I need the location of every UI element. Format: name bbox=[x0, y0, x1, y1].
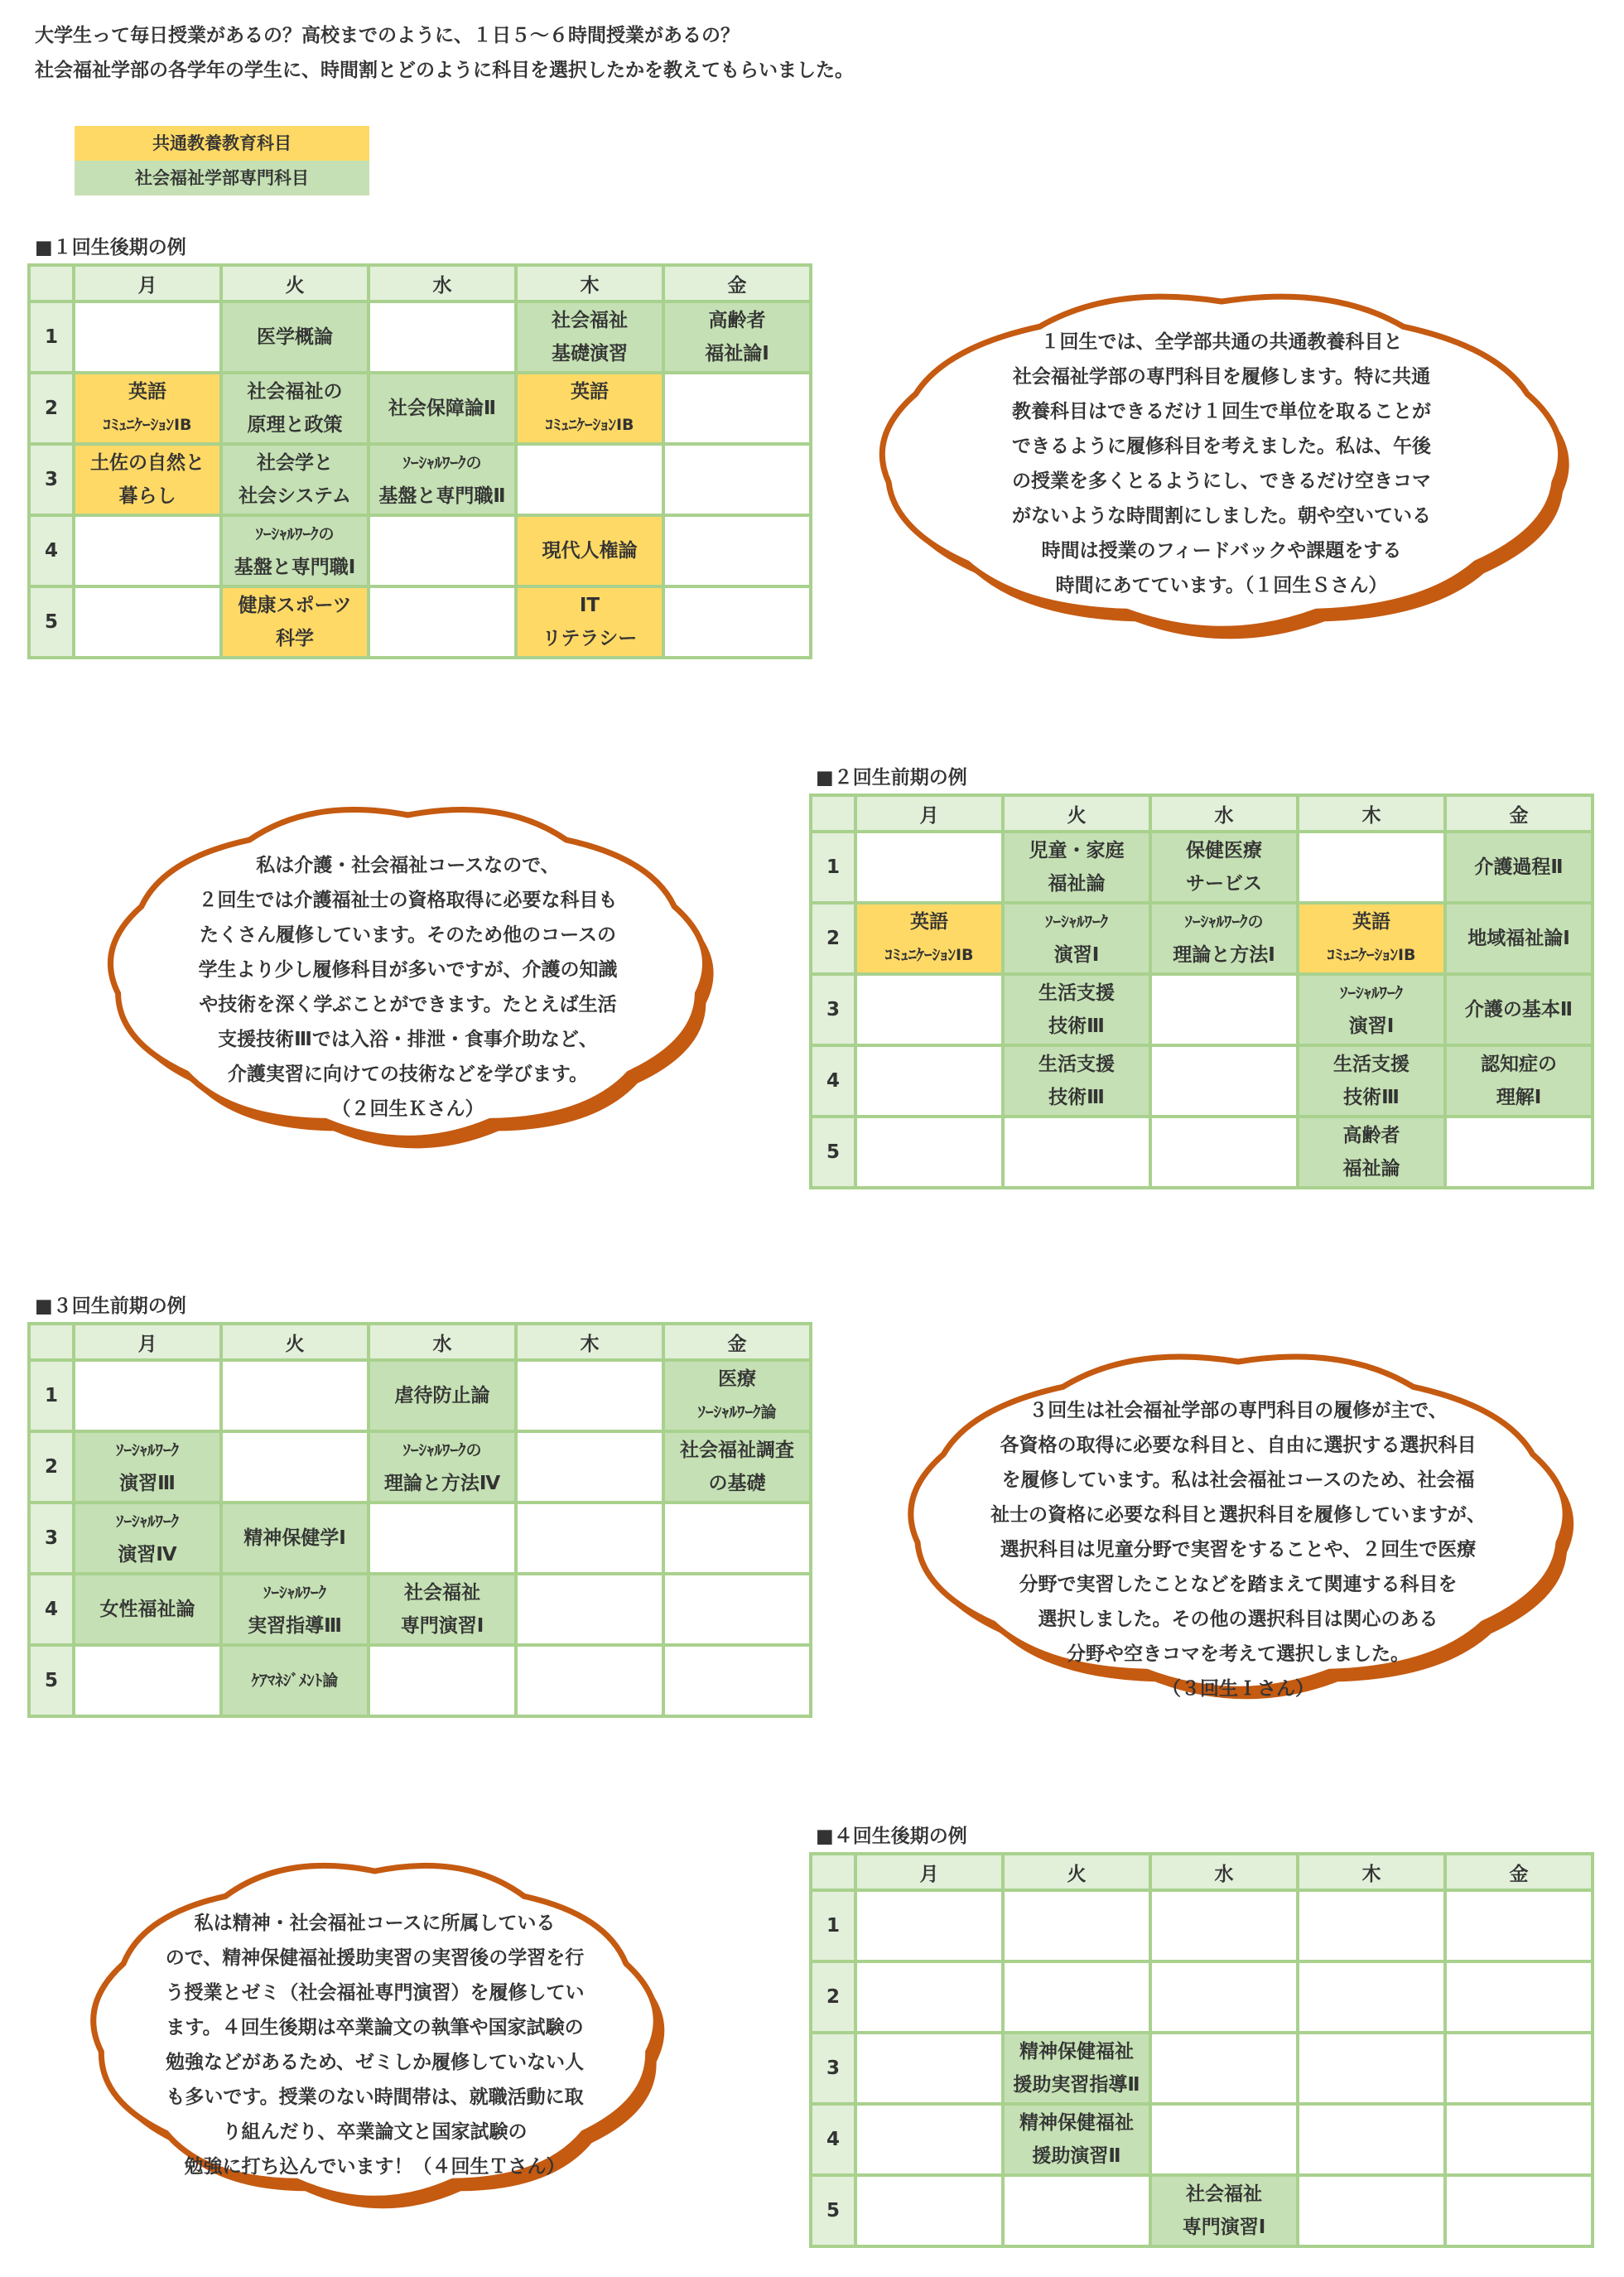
bubble-line: 時間は授業のフィードバックや課題をする bbox=[1041, 540, 1402, 562]
period-number: 3 bbox=[811, 974, 855, 1045]
empty-cell bbox=[663, 444, 811, 515]
course-cell bbox=[1003, 903, 1150, 974]
period-number: 5 bbox=[811, 2175, 855, 2246]
course-name: 理論と方法Ⅳ bbox=[383, 1473, 501, 1494]
course-name: ｹｱﾏﾈｼﾞﾒﾝﾄ論 bbox=[251, 1672, 339, 1690]
empty-cell bbox=[221, 1431, 369, 1503]
day-header: 月 bbox=[74, 265, 221, 302]
header-corner bbox=[811, 795, 855, 832]
period-row bbox=[29, 1645, 811, 1716]
course-name: 高齢者 bbox=[1342, 1125, 1400, 1146]
course-cell bbox=[516, 515, 663, 586]
empty-cell bbox=[855, 974, 1003, 1045]
course-name: 原理と政策 bbox=[247, 414, 343, 436]
day-header: 金 bbox=[663, 265, 811, 302]
empty-cell bbox=[663, 373, 811, 444]
empty-cell bbox=[663, 1574, 811, 1645]
course-cell bbox=[369, 1431, 516, 1503]
course-cell bbox=[221, 444, 369, 515]
course-name: ｿｰｼｬﾙﾜｰｸ bbox=[1044, 913, 1108, 931]
course-name: 社会福祉 bbox=[552, 310, 628, 331]
course-cell bbox=[74, 373, 221, 444]
period-row bbox=[29, 1574, 811, 1645]
course-name: 社会保障論Ⅱ bbox=[388, 398, 497, 419]
period-row bbox=[811, 974, 1593, 1045]
bubble-line: 祉士の資格に必要な科目と選択科目を履修していますが、 bbox=[990, 1504, 1486, 1526]
period-row bbox=[29, 373, 811, 444]
legend-common: 共通教養教育科目 bbox=[75, 126, 369, 161]
course-name: 精神保健福祉 bbox=[1019, 2112, 1134, 2134]
course-cell bbox=[221, 1645, 369, 1716]
bubble-text-year1 bbox=[948, 325, 1495, 603]
course-name: 地域福祉論Ⅰ bbox=[1467, 928, 1570, 949]
empty-cell bbox=[516, 1574, 663, 1645]
day-header: 月 bbox=[855, 795, 1003, 832]
empty-cell bbox=[663, 586, 811, 658]
header-corner bbox=[811, 1854, 855, 1890]
course-cell bbox=[74, 1503, 221, 1574]
empty-cell bbox=[516, 1503, 663, 1574]
course-name: 福祉論 bbox=[1342, 1158, 1400, 1180]
period-row bbox=[811, 832, 1593, 903]
course-cell bbox=[1003, 974, 1150, 1045]
period-row bbox=[29, 1431, 811, 1503]
period-row bbox=[29, 1503, 811, 1574]
course-name: 基盤と専門職Ⅱ bbox=[378, 485, 506, 507]
course-name: 専門演習Ⅰ bbox=[1182, 2217, 1266, 2238]
intro-line-1: 大学生って毎日授業があるの？高校までのように、１日５～６時間授業があるの？ bbox=[35, 25, 740, 46]
day-header: 火 bbox=[1003, 795, 1150, 832]
course-name: サービス bbox=[1186, 873, 1262, 895]
day-header: 木 bbox=[1298, 1854, 1445, 1890]
period-number: 2 bbox=[811, 903, 855, 974]
day-header: 木 bbox=[516, 265, 663, 302]
bubble-line: り組んだり、卒業論文と国家試験の bbox=[222, 2121, 528, 2143]
period-row bbox=[29, 1360, 811, 1431]
period-row bbox=[811, 2175, 1593, 2246]
course-name: 精神保健福祉 bbox=[1019, 2041, 1134, 2062]
empty-cell bbox=[516, 1645, 663, 1716]
bubble-line: や技術を深く学ぶことができます。たとえば生活 bbox=[199, 994, 617, 1015]
course-name: 暮らし bbox=[118, 485, 176, 507]
course-cell bbox=[1298, 1045, 1445, 1117]
caption-year2: ■２回生前期の例 bbox=[816, 767, 967, 789]
course-name: 土佐の自然と bbox=[90, 452, 205, 474]
period-number: 5 bbox=[811, 1117, 855, 1188]
period-row bbox=[29, 302, 811, 373]
day-header: 月 bbox=[74, 1324, 221, 1360]
empty-cell bbox=[74, 1645, 221, 1716]
empty-cell bbox=[1150, 2033, 1298, 2104]
bubble-line: ます。４回生後期は卒業論文の執筆や国家試験の bbox=[166, 2017, 584, 2038]
period-number: 5 bbox=[29, 586, 74, 658]
course-cell bbox=[221, 586, 369, 658]
day-header: 木 bbox=[1298, 795, 1445, 832]
course-cell bbox=[516, 586, 663, 658]
speech-bubble-year4 bbox=[70, 1843, 679, 2232]
period-row bbox=[29, 444, 811, 515]
course-name: 社会システム bbox=[239, 485, 351, 507]
course-name: 援助実習指導Ⅱ bbox=[1013, 2074, 1140, 2096]
course-name: 福祉論 bbox=[1048, 873, 1106, 895]
bubble-line: ３回生は社会福祉学部の専門科目の履修が主で、 bbox=[1029, 1400, 1448, 1421]
bubble-text-year4 bbox=[128, 1906, 621, 2184]
period-number: 2 bbox=[811, 1961, 855, 2033]
empty-cell bbox=[1150, 974, 1298, 1045]
bubble-line: ので、精神保健福祉援助実習の実習後の学習を行 bbox=[165, 1947, 585, 1969]
empty-cell bbox=[516, 1431, 663, 1503]
period-row bbox=[811, 1117, 1593, 1188]
period-number: 4 bbox=[29, 515, 74, 586]
period-number: 2 bbox=[29, 373, 74, 444]
empty-cell bbox=[369, 586, 516, 658]
empty-cell bbox=[74, 302, 221, 373]
empty-cell bbox=[1445, 2175, 1593, 2246]
course-name: 理論と方法Ⅰ bbox=[1173, 944, 1275, 966]
empty-cell bbox=[855, 832, 1003, 903]
course-cell bbox=[1150, 903, 1298, 974]
bubble-line: 社会福祉学部の専門科目を履修します。特に共通 bbox=[1012, 366, 1431, 388]
course-cell bbox=[1445, 903, 1593, 974]
empty-cell bbox=[1445, 1890, 1593, 1961]
course-name: 社会福祉調査 bbox=[680, 1440, 794, 1461]
empty-cell bbox=[1298, 2033, 1445, 2104]
course-cell bbox=[663, 1431, 811, 1503]
course-name: 社会福祉の bbox=[247, 381, 343, 403]
caption-year4: ■４回生後期の例 bbox=[816, 1826, 967, 1847]
empty-cell bbox=[369, 515, 516, 586]
empty-cell bbox=[1298, 2175, 1445, 2246]
course-cell bbox=[369, 373, 516, 444]
course-cell bbox=[74, 444, 221, 515]
course-name: 社会学と bbox=[257, 452, 333, 474]
course-cell bbox=[1298, 903, 1445, 974]
color-legend bbox=[75, 126, 369, 195]
empty-cell bbox=[1150, 2104, 1298, 2175]
bubble-line: も多いです。授業のない時間帯は、就職活動に取 bbox=[166, 2086, 584, 2108]
empty-cell bbox=[855, 2033, 1003, 2104]
period-number: 1 bbox=[29, 1360, 74, 1431]
bubble-line: （２回生Ｋさん） bbox=[331, 1098, 484, 1120]
bubble-line: 介護実習に向けての技術などを学びます。 bbox=[227, 1064, 589, 1085]
course-cell bbox=[74, 1431, 221, 1503]
empty-cell bbox=[1003, 1961, 1150, 2033]
empty-cell bbox=[221, 1360, 369, 1431]
timetable-year2 bbox=[809, 794, 1594, 1189]
course-cell bbox=[516, 302, 663, 373]
empty-cell bbox=[1003, 1890, 1150, 1961]
day-header: 木 bbox=[516, 1324, 663, 1360]
period-row bbox=[811, 2033, 1593, 2104]
period-number: 3 bbox=[811, 2033, 855, 2104]
course-name: ｿｰｼｬﾙﾜｰｸ bbox=[115, 1441, 179, 1459]
day-header: 火 bbox=[1003, 1854, 1150, 1890]
course-name: 生活支援 bbox=[1038, 1054, 1115, 1075]
course-name: 演習Ⅰ bbox=[1348, 1015, 1395, 1037]
course-cell bbox=[221, 515, 369, 586]
course-name: 基礎演習 bbox=[552, 343, 628, 364]
bubble-line: う授業とゼミ（社会福祉専門演習）を履修してい bbox=[165, 1982, 585, 2004]
header-corner bbox=[29, 265, 74, 302]
empty-cell bbox=[369, 302, 516, 373]
course-name: 生活支援 bbox=[1333, 1054, 1410, 1075]
course-name: 社会福祉 bbox=[1186, 2183, 1262, 2205]
empty-cell bbox=[855, 1045, 1003, 1117]
course-cell bbox=[663, 302, 811, 373]
course-cell bbox=[369, 444, 516, 515]
course-name: 保健医療 bbox=[1186, 840, 1262, 861]
period-number: 4 bbox=[811, 2104, 855, 2175]
legend-special: 社会福祉学部専門科目 bbox=[75, 161, 369, 195]
course-name: リテラシー bbox=[542, 628, 638, 649]
course-name: 健康スポーツ bbox=[238, 595, 352, 616]
empty-cell bbox=[516, 444, 663, 515]
course-cell bbox=[516, 373, 663, 444]
empty-cell bbox=[516, 1360, 663, 1431]
intro-line-2: 社会福祉学部の各学年の学生に、時間割とどのように科目を選択したかを教えてもらいました。 bbox=[35, 60, 854, 81]
empty-cell bbox=[74, 586, 221, 658]
bubble-line: １回生では、全学部共通の共通教養科目と bbox=[1040, 331, 1403, 353]
day-header: 金 bbox=[1445, 1854, 1593, 1890]
course-cell bbox=[1298, 1117, 1445, 1188]
course-name: ｿｰｼｬﾙﾜｰｸの bbox=[1184, 913, 1264, 931]
course-cell bbox=[369, 1574, 516, 1645]
course-name: 英語 bbox=[571, 381, 609, 403]
course-name: の基礎 bbox=[708, 1473, 766, 1494]
bubble-line: 私は介護・社会福祉コースなので、 bbox=[256, 855, 560, 876]
course-name: 英語 bbox=[128, 381, 166, 403]
course-name: 理解Ⅰ bbox=[1496, 1087, 1542, 1108]
course-name: ｿｰｼｬﾙﾜｰｸ論 bbox=[697, 1403, 777, 1421]
course-cell bbox=[1003, 2104, 1150, 2175]
course-name: 技術Ⅲ bbox=[1343, 1087, 1400, 1108]
course-name: ｿｰｼｬﾙﾜｰｸ bbox=[263, 1584, 326, 1602]
course-name: ｺﾐｭﾆｹｰｼｮﾝⅠB bbox=[884, 946, 974, 964]
period-row bbox=[29, 515, 811, 586]
timetable-year4 bbox=[809, 1852, 1594, 2248]
course-name: 高齢者 bbox=[708, 310, 766, 331]
period-number: 4 bbox=[811, 1045, 855, 1117]
empty-cell bbox=[1003, 2175, 1150, 2246]
bubble-line: 選択科目は児童分野で実習をすることや、２回生で医療 bbox=[1000, 1539, 1477, 1561]
period-row bbox=[811, 1961, 1593, 2033]
course-cell bbox=[1445, 1045, 1593, 1117]
course-name: ｺﾐｭﾆｹｰｼｮﾝⅠB bbox=[545, 416, 634, 434]
empty-cell bbox=[1445, 1961, 1593, 2033]
period-number: 1 bbox=[811, 1890, 855, 1961]
course-name: 基盤と専門職Ⅰ bbox=[234, 557, 356, 578]
course-cell bbox=[221, 373, 369, 444]
empty-cell bbox=[74, 1360, 221, 1431]
course-name: ｿｰｼｬﾙﾜｰｸ bbox=[1339, 984, 1403, 1002]
course-name: 技術Ⅲ bbox=[1048, 1087, 1105, 1108]
empty-cell bbox=[1150, 1117, 1298, 1188]
course-cell bbox=[1003, 832, 1150, 903]
course-name: ｺﾐｭﾆｹｰｼｮﾝⅠB bbox=[103, 416, 192, 434]
course-name: IT bbox=[579, 595, 600, 616]
course-name: 女性福祉論 bbox=[99, 1599, 195, 1620]
course-name: 生活支援 bbox=[1038, 982, 1115, 1004]
period-number: 3 bbox=[29, 1503, 74, 1574]
empty-cell bbox=[1445, 2033, 1593, 2104]
day-header: 水 bbox=[1150, 795, 1298, 832]
bubble-text-year3 bbox=[965, 1393, 1511, 1706]
course-name: 科学 bbox=[276, 628, 314, 649]
bubble-line: （３回生Ｉさん） bbox=[1162, 1678, 1314, 1700]
course-name: 介護過程Ⅱ bbox=[1474, 856, 1564, 878]
timetable-year1 bbox=[27, 263, 812, 659]
empty-cell bbox=[1445, 2104, 1593, 2175]
day-header: 火 bbox=[221, 265, 369, 302]
course-cell bbox=[74, 1574, 221, 1645]
period-number: 5 bbox=[29, 1645, 74, 1716]
day-header: 水 bbox=[1150, 1854, 1298, 1890]
bubble-text-year2 bbox=[145, 848, 671, 1126]
empty-cell bbox=[855, 1117, 1003, 1188]
empty-cell bbox=[1150, 1045, 1298, 1117]
header-corner bbox=[29, 1324, 74, 1360]
course-cell bbox=[221, 1503, 369, 1574]
empty-cell bbox=[663, 515, 811, 586]
course-name: 虐待防止論 bbox=[394, 1385, 490, 1406]
period-row bbox=[811, 2104, 1593, 2175]
day-header: 水 bbox=[369, 265, 516, 302]
empty-cell bbox=[1298, 1961, 1445, 2033]
period-number: 1 bbox=[811, 832, 855, 903]
course-name: 英語 bbox=[910, 911, 948, 933]
bubble-line: ２回生では介護福祉士の資格取得に必要な科目も bbox=[198, 890, 618, 911]
course-cell bbox=[1003, 2033, 1150, 2104]
course-name: 精神保健学Ⅰ bbox=[243, 1527, 346, 1549]
bubble-line: 学生より少し履修科目が多いですが、介護の知識 bbox=[198, 959, 618, 981]
bubble-line: 私は精神・社会福祉コースに所属している bbox=[194, 1913, 556, 1934]
course-cell bbox=[663, 1360, 811, 1431]
course-cell bbox=[221, 302, 369, 373]
empty-cell bbox=[1150, 1961, 1298, 2033]
bubble-line: たくさん履修しています。そのため他のコースの bbox=[199, 924, 616, 946]
day-header: 金 bbox=[1445, 795, 1593, 832]
empty-cell bbox=[1298, 2104, 1445, 2175]
bubble-line: 各資格の取得に必要な科目と、自由に選択する選択科目 bbox=[1000, 1435, 1477, 1456]
bubble-line: 支援技術Ⅲでは入浴・排泄・食事介助など、 bbox=[218, 1029, 598, 1050]
empty-cell bbox=[369, 1645, 516, 1716]
bubble-line: 時間にあてています。（１回生Ｓさん） bbox=[1055, 575, 1388, 596]
bubble-line: できるように履修科目を考えました。私は、午後 bbox=[1012, 436, 1431, 457]
empty-cell bbox=[1298, 1890, 1445, 1961]
period-row bbox=[811, 903, 1593, 974]
course-cell bbox=[1150, 832, 1298, 903]
course-name: 演習Ⅲ bbox=[119, 1473, 176, 1494]
course-cell bbox=[221, 1574, 369, 1645]
bubble-line: 選択しました。その他の選択科目は関心のある bbox=[1038, 1609, 1438, 1630]
course-name: ｿｰｼｬﾙﾜｰｸの bbox=[402, 1441, 482, 1459]
course-name: 現代人権論 bbox=[542, 540, 638, 562]
period-row bbox=[29, 586, 811, 658]
course-name: 専門演習Ⅰ bbox=[400, 1615, 484, 1637]
course-cell bbox=[1003, 1045, 1150, 1117]
speech-bubble-year3 bbox=[886, 1334, 1590, 1723]
course-name: 技術Ⅲ bbox=[1048, 1015, 1105, 1037]
period-number: 3 bbox=[29, 444, 74, 515]
empty-cell bbox=[855, 1890, 1003, 1961]
course-name: 福祉論Ⅰ bbox=[705, 343, 769, 364]
course-cell bbox=[1298, 974, 1445, 1045]
course-cell bbox=[1445, 832, 1593, 903]
empty-cell bbox=[855, 2104, 1003, 2175]
course-name: 演習Ⅳ bbox=[118, 1544, 177, 1565]
course-name: 医学概論 bbox=[257, 326, 333, 348]
bubble-line: の授業を多くとるようにし、できるだけ空きコマ bbox=[1012, 470, 1431, 492]
bubble-line: がないような時間割にしました。朝や空いている bbox=[1012, 505, 1431, 527]
course-cell bbox=[1445, 974, 1593, 1045]
empty-cell bbox=[1298, 832, 1445, 903]
period-row bbox=[811, 1045, 1593, 1117]
bubble-line: 勉強などがあるため、ゼミしか履修していない人 bbox=[165, 2052, 585, 2073]
empty-cell bbox=[1150, 1890, 1298, 1961]
empty-cell bbox=[663, 1503, 811, 1574]
period-number: 2 bbox=[29, 1431, 74, 1503]
day-header: 水 bbox=[369, 1324, 516, 1360]
course-name: 児童・家庭 bbox=[1029, 840, 1125, 861]
speech-bubble-year1 bbox=[857, 273, 1586, 663]
course-name: ｺﾐｭﾆｹｰｼｮﾝⅠB bbox=[1327, 946, 1416, 964]
period-number: 4 bbox=[29, 1574, 74, 1645]
course-name: 援助演習Ⅱ bbox=[1032, 2145, 1121, 2167]
course-cell bbox=[369, 1360, 516, 1431]
day-header: 月 bbox=[855, 1854, 1003, 1890]
course-name: 介護の基本Ⅱ bbox=[1464, 999, 1573, 1020]
empty-cell bbox=[855, 1961, 1003, 2033]
empty-cell bbox=[369, 1503, 516, 1574]
course-name: ｿｰｼｬﾙﾜｰｸの bbox=[402, 454, 482, 472]
caption-year1: ■１回生後期の例 bbox=[35, 237, 186, 258]
timetable-year3 bbox=[27, 1322, 812, 1718]
course-cell bbox=[855, 903, 1003, 974]
empty-cell bbox=[74, 515, 221, 586]
course-name: ｿｰｼｬﾙﾜｰｸの bbox=[255, 525, 335, 543]
caption-year3: ■３回生前期の例 bbox=[35, 1295, 186, 1317]
course-name: 英語 bbox=[1352, 911, 1390, 933]
empty-cell bbox=[855, 2175, 1003, 2246]
bubble-line: 分野や空きコマを考えて選択しました。 bbox=[1067, 1643, 1410, 1665]
period-row bbox=[811, 1890, 1593, 1961]
speech-bubble-year2 bbox=[87, 787, 729, 1172]
empty-cell bbox=[663, 1645, 811, 1716]
course-name: 医療 bbox=[718, 1368, 756, 1390]
course-name: 社会福祉 bbox=[404, 1582, 480, 1604]
empty-cell bbox=[1003, 1117, 1150, 1188]
bubble-line: 勉強に打ち込んでいます！（４回生Ｔさん） bbox=[184, 2156, 566, 2178]
intro-text bbox=[35, 18, 854, 88]
course-name: ｿｰｼｬﾙﾜｰｸ bbox=[115, 1512, 179, 1531]
course-name: 演習Ⅰ bbox=[1053, 944, 1100, 966]
course-name: 実習指導Ⅲ bbox=[248, 1615, 342, 1637]
day-header: 金 bbox=[663, 1324, 811, 1360]
period-number: 1 bbox=[29, 302, 74, 373]
course-name: 認知症の bbox=[1481, 1054, 1557, 1075]
bubble-line: を履修しています。私は社会福祉コースのため、社会福 bbox=[1001, 1469, 1475, 1491]
empty-cell bbox=[1445, 1117, 1593, 1188]
day-header: 火 bbox=[221, 1324, 369, 1360]
course-cell bbox=[1150, 2175, 1298, 2246]
bubble-line: 教養科目はできるだけ１回生で単位を取ることが bbox=[1012, 401, 1431, 422]
bubble-line: 分野で実習したことなどを踏まえて関連する科目を bbox=[1019, 1574, 1458, 1595]
